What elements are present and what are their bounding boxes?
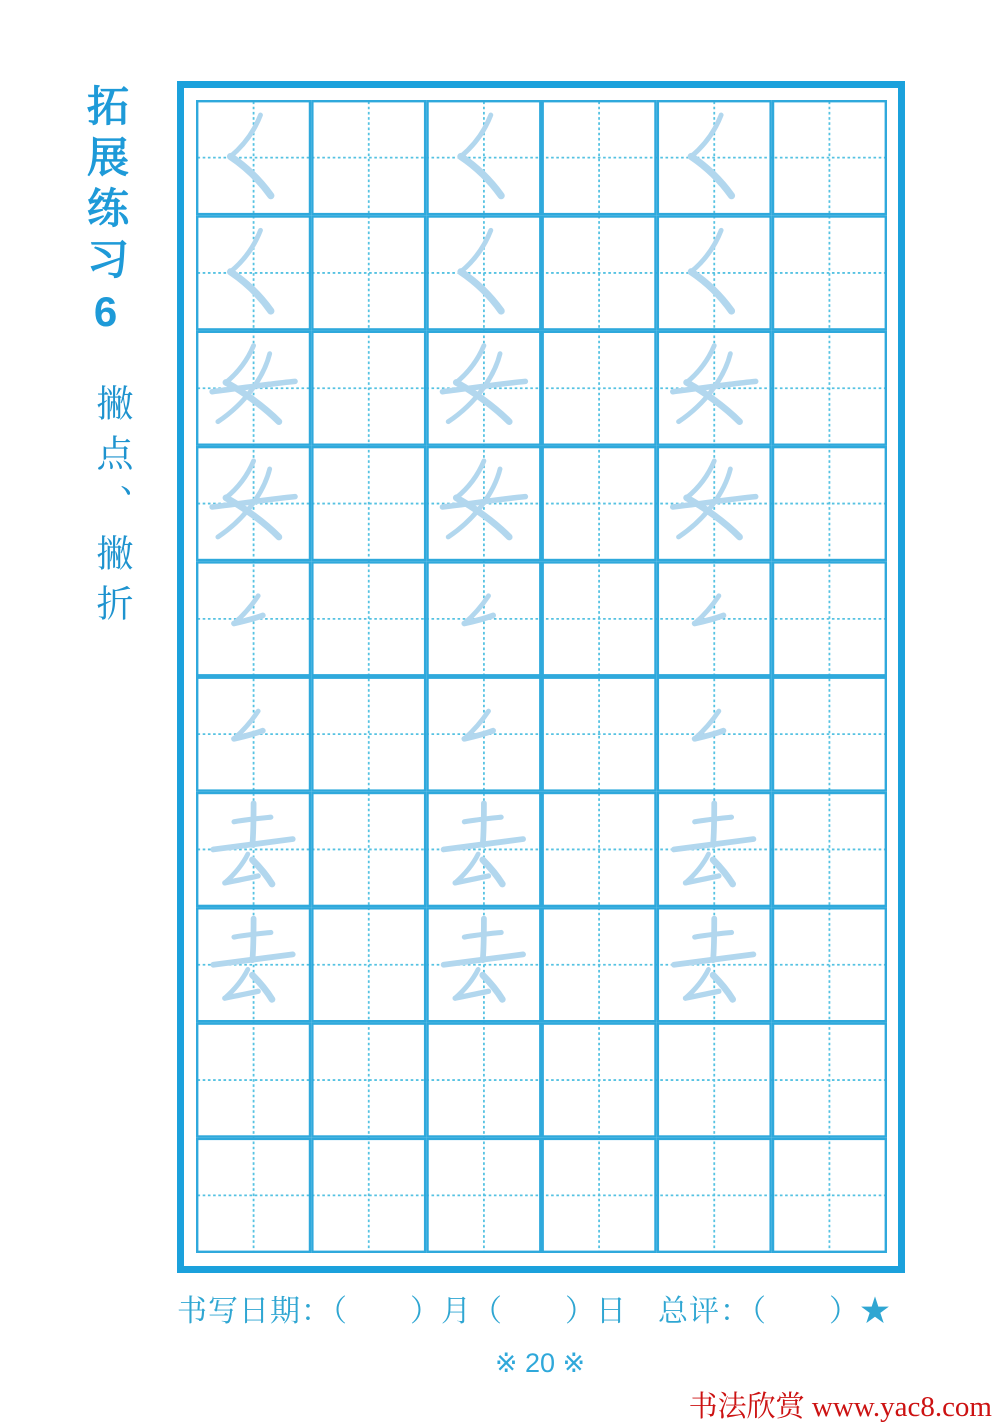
guide-character-pie-dian [231, 230, 271, 311]
stroke-names-vertical: 撇点、撇折 [90, 384, 131, 634]
guide-character-pie-zhe [695, 711, 724, 739]
guide-character-pie-dian [691, 230, 731, 311]
writing-date-and-score-line: 书写日期：（ ）月（ ）日 总评：（ ）★ [177, 1295, 891, 1328]
guide-character-pie-dian [231, 115, 271, 196]
exercise-title-vertical: 拓展练习6 [82, 84, 129, 344]
guide-character-pie-dian [461, 230, 501, 311]
watermark-text: 书法欣赏 www.yac8.com [688, 1391, 992, 1423]
guide-character-pie-dian [461, 115, 501, 196]
page-number: ※ 20 ※ [494, 1348, 586, 1378]
guide-character-pie-dian [691, 115, 731, 196]
guide-character-pie-zhe [234, 596, 263, 624]
guide-character-pie-zhe [464, 596, 493, 624]
practice-grid [196, 100, 887, 1253]
guide-character-pie-zhe [234, 711, 263, 739]
guide-character-pie-zhe [464, 711, 493, 739]
guide-character-pie-zhe [695, 596, 724, 624]
